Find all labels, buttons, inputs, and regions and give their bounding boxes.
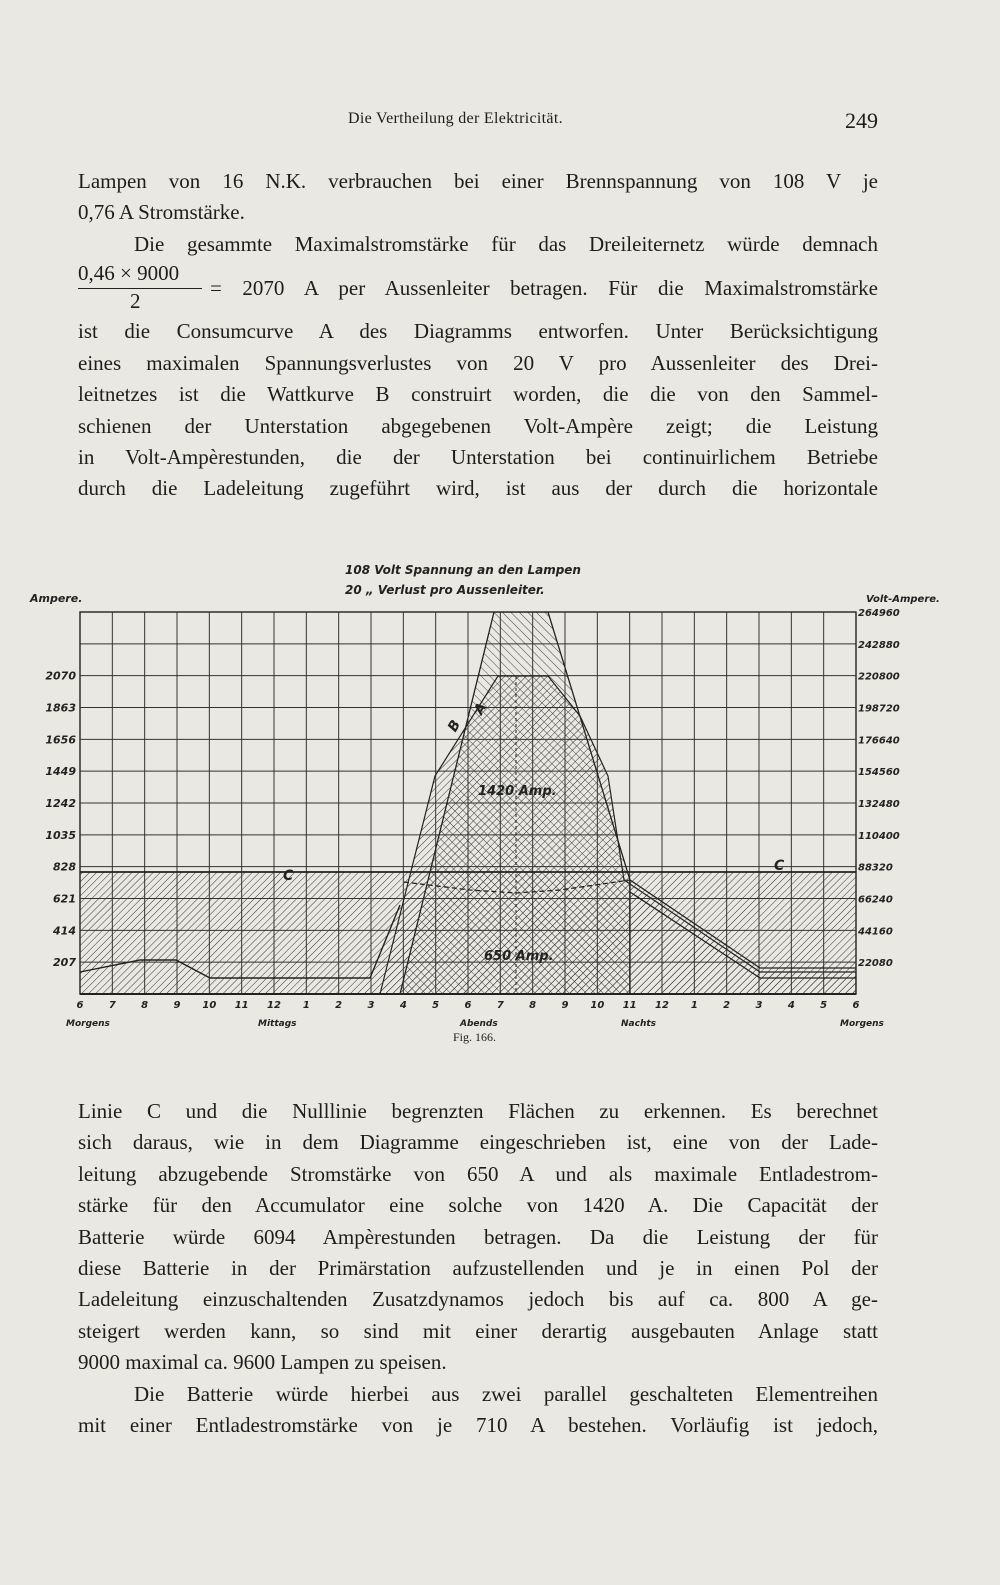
top-note-1: 108 Volt Spannung an den Lampen (345, 563, 581, 577)
left-tick-label: 1656 (45, 733, 76, 747)
text-line: schienen der Unterstation abgegebenen Volt-Ampère zeigt; die Leistung (78, 413, 878, 438)
right-tick-label: 176640 (858, 735, 900, 747)
right-tick-label: 44160 (858, 926, 893, 938)
curve-label-c-right: C (774, 858, 785, 874)
x-tick-label: 4 (399, 1000, 407, 1011)
left-tick-label: 1242 (45, 797, 76, 810)
running-title: Die Vertheilung der Elektricität. (348, 110, 563, 127)
text-line: Ladeleitung einzuschaltenden Zusatzdynamos jedoch bis auf ca. 800 A ge- (78, 1287, 878, 1312)
formula-denominator: 2 (130, 289, 141, 314)
text-line: mit einer Entladestromstärke von je 710 A bestehen. Vorläufig ist jedoch, (78, 1412, 878, 1437)
right-tick-label: 220800 (858, 671, 900, 683)
left-tick-label: 414 (53, 924, 76, 938)
x-tick-label: 4 (787, 1000, 795, 1011)
text-line: in Volt-Ampèrestunden, die der Unterstation bei continuirlichem Betriebe (78, 444, 878, 469)
x-tick-label: 11 (234, 1000, 249, 1011)
text-line: Lampen von 16 N.K. verbrauchen bei einer Brennspannung von 108 V je (78, 169, 878, 193)
text-line: stärke für den Accumulator eine solche von 1420 A. Die Capacität der (78, 1193, 878, 1218)
text-line: Linie C und die Nulllinie begrenzten Flächen zu erkennen. Es berechnet (78, 1099, 878, 1123)
top-note-2: 20 „ Verlust pro Aussenleiter. (345, 583, 545, 597)
x-tick-label: 8 (141, 1000, 149, 1011)
right-tick-label: 88320 (858, 862, 893, 874)
text-line: eines maximalen Spannungsverlustes von 20 V pro Aussenleiter des Drei- (78, 350, 878, 375)
left-axis-unit: Ampere. (30, 592, 83, 605)
x-word-abends: Abends (460, 1019, 498, 1029)
curve-label-c-left: C (283, 868, 294, 884)
x-tick-label: 12 (267, 1000, 281, 1011)
text-line: leitung abzugebende Stromstärke von 650 A und als maximale Entladestrom- (78, 1161, 878, 1186)
x-tick-label: 5 (820, 1000, 828, 1011)
text-line: diese Batterie in der Primärstation aufzustellenden und je in einen Pol der (78, 1255, 878, 1280)
curve-label-a: A (471, 700, 491, 718)
figure-caption: Fig. 166. (453, 1030, 497, 1044)
x-tick-label: 2 (335, 1000, 343, 1011)
text-line: leitnetzes ist die Wattkurve B construirt worden, die die von den Sammel- (78, 382, 878, 407)
left-tick-label: 2070 (45, 669, 76, 683)
right-tick-label: 110400 (858, 830, 900, 842)
left-tick-label: 1035 (45, 828, 76, 842)
curve-label-b: B (444, 717, 465, 735)
right-tick-label: 242880 (858, 639, 900, 651)
x-tick-label: 9 (173, 1000, 181, 1011)
x-word-morgens-end: Morgens (840, 1019, 884, 1029)
formula-numerator: 0,46 × 9000 (78, 261, 180, 286)
x-tick-label: 3 (755, 1000, 763, 1011)
x-axis-ticks (77, 1000, 860, 1011)
x-tick-label: 11 (622, 1000, 637, 1011)
right-tick-label: 66240 (858, 894, 893, 906)
max-current-label: 1420 Amp. (478, 784, 557, 799)
text-line: Die Batterie würde hierbei aus zwei parallel geschalteten Elementreihen (134, 1381, 878, 1406)
left-tick-label: 1449 (45, 765, 76, 779)
left-tick-label: 828 (53, 860, 76, 874)
paragraph-3 (78, 1096, 878, 1441)
right-tick-label: 154560 (858, 767, 900, 779)
x-tick-label: 9 (561, 1000, 569, 1011)
x-tick-label: 12 (655, 1000, 669, 1011)
text-line: ist die Consumcurve A des Diagramms entworfen. Unter Berücksichtigung (78, 319, 878, 344)
text-line: Batterie würde 6094 Ampèrestunden betragen. Da die Leistung der für (78, 1224, 878, 1249)
x-tick-label: 8 (529, 1000, 537, 1011)
text-line: durch die Ladeleitung zugeführt wird, ist aus der durch die horizontale (78, 476, 878, 501)
right-tick-label: 198720 (858, 703, 900, 715)
x-tick-label: 2 (723, 1000, 731, 1011)
left-axis-ticks (45, 670, 76, 970)
x-tick-label: 6 (852, 1000, 860, 1011)
x-tick-label: 7 (496, 1000, 504, 1011)
formula-text: = 2070 A per Aussenleiter betragen. Für die Maximalstromstärke (210, 276, 878, 301)
left-tick-label: 1863 (45, 701, 76, 715)
x-tick-label: 1 (690, 1000, 698, 1011)
x-tick-label: 1 (302, 1000, 310, 1011)
charge-current-label: 650 Amp. (484, 949, 554, 964)
right-tick-label: 264960 (858, 608, 900, 619)
right-axis-unit: Volt-Ampere. (866, 594, 940, 605)
text-line: steigert werden kann, so sind mit einer derartig ausgebauten Anlage statt (78, 1318, 878, 1343)
text-line: 0,76 A Stromstärke. (78, 200, 245, 225)
x-tick-label: 3 (367, 1000, 375, 1011)
right-tick-label: 22080 (858, 958, 893, 970)
x-word-mittags: Mittags (258, 1019, 297, 1029)
x-tick-label: 6 (76, 1000, 84, 1011)
right-axis-ticks (857, 608, 900, 969)
x-tick-label: 5 (432, 1000, 440, 1011)
x-tick-label: 6 (464, 1000, 472, 1011)
left-tick-label: 621 (53, 892, 76, 906)
x-tick-label: 7 (108, 1000, 116, 1011)
x-word-nachts: Nachts (621, 1019, 657, 1029)
x-word-morgens-start: Morgens (66, 1019, 110, 1029)
x-tick-label: 10 (590, 1000, 605, 1011)
text-line: Die gesammte Maximalstromstärke für das Dreileiternetz würde demnach (134, 232, 878, 256)
text-line: 9000 maximal ca. 9600 Lampen zu speisen. (78, 1350, 447, 1375)
left-tick-label: 207 (53, 956, 76, 970)
text-line: sich daraus, wie in dem Diagramme eingeschrieben ist, eine von der Lade- (78, 1130, 878, 1155)
right-tick-label: 132480 (858, 799, 900, 810)
x-tick-label: 10 (202, 1000, 217, 1011)
page-number: 249 (845, 108, 878, 133)
